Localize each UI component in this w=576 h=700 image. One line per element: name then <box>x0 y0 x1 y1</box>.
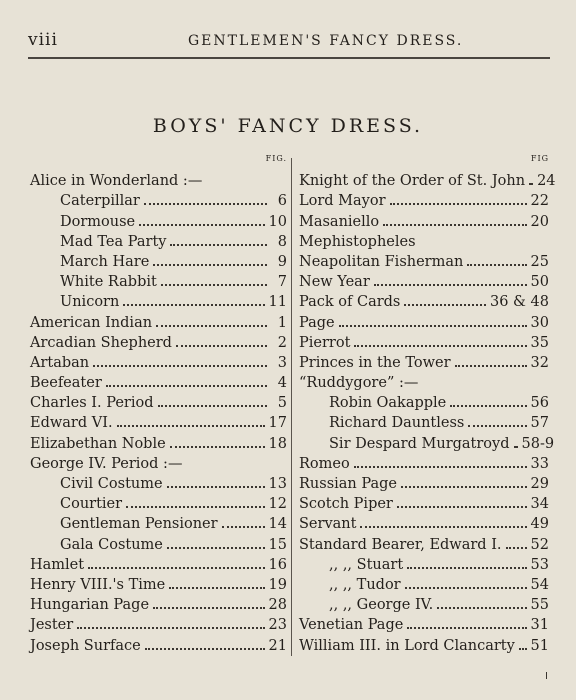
leader-dots <box>169 587 264 589</box>
page-number: viii <box>28 30 58 50</box>
entry-fig-number: 34 <box>530 496 549 513</box>
entry-label: Hungarian Page <box>30 597 150 614</box>
leader-dots <box>397 506 527 508</box>
leader-dots <box>339 325 527 327</box>
entry-fig-number: 20 <box>530 213 549 230</box>
entry-fig-number: 6 <box>277 193 287 210</box>
entry-label: Gala Costume <box>60 536 163 553</box>
leader-dots <box>468 425 526 427</box>
index-entry <box>299 311 549 331</box>
entry-label: Civil Costume <box>60 476 163 492</box>
entry-fig-number: 30 <box>530 314 549 331</box>
index-entry <box>299 594 549 614</box>
entry-label: Romeo <box>299 455 350 472</box>
index-entry <box>30 231 287 251</box>
page-mark <box>546 672 547 679</box>
index-entry <box>299 554 549 574</box>
leader-dots <box>139 224 264 226</box>
index-entry <box>299 210 549 230</box>
entry-fig-number: 10 <box>268 213 287 230</box>
fig-column-label: FIG <box>530 154 549 163</box>
index-entry <box>30 554 287 574</box>
entry-fig-number: 25 <box>530 253 549 270</box>
entry-label: March Hare <box>60 253 150 270</box>
index-entry <box>299 190 549 210</box>
entry-fig-number: 32 <box>530 354 549 371</box>
index-entry <box>30 453 287 473</box>
entry-fig-number: 31 <box>530 617 549 634</box>
entry-fig-number: 14 <box>268 516 287 533</box>
index-entry <box>299 332 549 352</box>
entry-fig-number: 50 <box>530 274 549 291</box>
index-entry <box>299 614 549 634</box>
entry-label: Russian Page <box>299 476 397 492</box>
index-entry <box>299 634 549 654</box>
entry-label: American Indian <box>30 314 153 331</box>
leader-dots <box>123 304 264 306</box>
entry-fig-number: 12 <box>268 496 287 513</box>
index-entry <box>299 271 549 291</box>
entry-fig-number: 19 <box>268 576 287 593</box>
entry-fig-number: 51 <box>530 637 549 654</box>
leader-dots <box>360 526 526 528</box>
index-entry <box>30 533 287 553</box>
entry-fig-number: 7 <box>277 274 287 291</box>
leader-dots <box>519 648 527 650</box>
index-entry <box>299 473 549 493</box>
index-entry <box>30 291 287 311</box>
entry-label: Masaniello <box>299 213 380 230</box>
index-entry <box>30 412 287 432</box>
index-entry <box>30 392 287 412</box>
section-title: BOYS' FANCY DRESS. <box>152 115 424 137</box>
leader-dots <box>126 506 264 508</box>
entry-fig-number: 3 <box>277 354 287 371</box>
index-entry <box>30 614 287 634</box>
index-entry <box>30 493 287 513</box>
entry-fig-number: 11 <box>268 294 287 311</box>
entry-fig-number: 2 <box>277 334 287 351</box>
leader-dots <box>401 486 527 488</box>
header-rule <box>28 57 550 59</box>
entry-label: Unicorn <box>60 294 120 311</box>
entry-label: Alice in Wonderland :— <box>30 173 203 190</box>
entry-fig-number: 49 <box>530 516 549 533</box>
entry-fig-number: 1 <box>277 314 287 331</box>
entry-label: Sir Despard Murgatroyd <box>329 435 510 452</box>
fig-column-label: FIG. <box>265 154 287 163</box>
leader-dots <box>405 587 527 589</box>
index-entry <box>299 533 549 553</box>
entry-label: William III. in Lord Clancarty <box>299 637 515 654</box>
entry-label: George IV. Period :— <box>30 455 183 472</box>
entry-fig-number: 55 <box>530 597 549 614</box>
entry-label: Servant <box>299 516 357 533</box>
index-column-right <box>299 152 556 655</box>
index-entry <box>30 271 287 291</box>
entry-fig-number: 8 <box>277 233 287 250</box>
index-entry <box>30 372 287 392</box>
index-entry <box>299 231 549 251</box>
leader-dots <box>145 648 265 650</box>
leader-dots <box>161 284 267 286</box>
entry-fig-number: 15 <box>268 536 287 553</box>
column-divider <box>291 158 292 656</box>
leader-dots <box>383 224 526 226</box>
leader-dots <box>455 365 527 367</box>
leader-dots <box>176 345 267 347</box>
leader-dots <box>167 486 265 488</box>
index-entry <box>30 251 287 271</box>
entry-label: Edward VI. <box>30 415 113 432</box>
entry-label: Scotch Piper <box>299 496 393 513</box>
leader-dots <box>506 547 527 549</box>
entry-fig-number: 5 <box>277 395 287 412</box>
entry-label: Gentleman Pensioner <box>60 516 218 533</box>
entry-fig-number: 54 <box>530 576 549 593</box>
leader-dots <box>106 385 267 387</box>
index-entry <box>299 251 549 271</box>
index-entry <box>30 473 287 493</box>
leader-dots <box>514 446 518 448</box>
entry-label: Princes in the Tower <box>299 354 451 371</box>
entry-fig-number: 56 <box>530 395 549 412</box>
index-entry <box>299 493 549 513</box>
entry-label: Artaban <box>30 354 90 371</box>
entry-fig-number: 22 <box>530 193 549 210</box>
index-entry <box>299 392 549 412</box>
index-entry <box>30 432 287 452</box>
entry-fig-number: 29 <box>530 476 549 492</box>
index-entry <box>30 594 287 614</box>
index-entry <box>299 412 549 432</box>
index-entry <box>30 513 287 533</box>
index-entry <box>30 634 287 654</box>
index-entry <box>299 574 549 594</box>
leader-dots <box>144 203 267 205</box>
leader-dots <box>167 547 265 549</box>
entry-label: Charles I. Period <box>30 395 154 412</box>
index-entry <box>30 210 287 230</box>
leader-dots <box>117 425 265 427</box>
entry-fig-number: 24 <box>537 173 556 190</box>
entry-label: Caterpillar <box>60 193 140 210</box>
index-entry <box>299 372 549 392</box>
index-entry <box>299 513 549 533</box>
entry-fig-number: 35 <box>530 334 549 351</box>
entry-fig-number: 52 <box>530 536 549 553</box>
leader-dots <box>374 284 527 286</box>
entry-fig-number: 21 <box>268 637 287 654</box>
entry-label: ,, ,, Stuart <box>329 556 404 573</box>
entry-label: Pierrot <box>299 334 351 351</box>
leader-dots <box>153 264 267 266</box>
entry-label: Joseph Surface <box>30 637 141 654</box>
leader-dots <box>170 446 265 448</box>
entry-fig-number: 57 <box>530 415 549 432</box>
leader-dots <box>77 627 264 629</box>
leader-dots <box>404 304 486 306</box>
leader-dots <box>407 567 526 569</box>
entry-label: Richard Dauntless <box>329 415 465 432</box>
entry-label: Jester <box>30 617 74 634</box>
leader-dots <box>88 567 264 569</box>
entry-fig-number: 13 <box>268 476 287 492</box>
leader-dots <box>354 466 527 468</box>
entry-label: Neapolitan Fisherman <box>299 253 464 270</box>
page-header <box>28 30 550 54</box>
index-entry <box>30 170 287 190</box>
leader-dots <box>158 405 268 407</box>
leader-dots <box>407 627 526 629</box>
index-entry <box>30 352 287 372</box>
leader-dots <box>529 183 533 185</box>
entry-label: Hamlet <box>30 556 85 573</box>
entry-fig-number: 58-9 <box>521 435 555 452</box>
running-title: GENTLEMEN'S FANCY DRESS. <box>188 33 464 49</box>
entry-label: Arcadian Shepherd <box>30 334 172 351</box>
entry-label: Beefeater <box>30 375 102 392</box>
entry-label: Standard Bearer, Edward I. <box>299 536 502 553</box>
leader-dots <box>156 325 267 327</box>
index-entry <box>30 574 287 594</box>
entry-label: Venetian Page <box>299 617 404 634</box>
entry-fig-number: 53 <box>530 556 549 573</box>
leader-dots <box>467 264 526 266</box>
entry-fig-number: 33 <box>530 455 549 472</box>
index-entry <box>299 352 549 372</box>
entry-label: Dormouse <box>60 213 136 230</box>
leader-dots <box>93 365 267 367</box>
index-entry <box>30 190 287 210</box>
leader-dots <box>450 405 526 407</box>
leader-dots <box>222 526 265 528</box>
entry-label: “Ruddygore” :— <box>299 375 419 392</box>
index-entry <box>299 432 555 452</box>
entry-label: Henry VIII.'s Time <box>30 576 166 593</box>
entry-label: ,, ,, George IV. <box>329 597 434 614</box>
entry-fig-number: 28 <box>268 597 287 614</box>
entry-label: Courtier <box>60 496 123 513</box>
index-entry <box>30 332 287 352</box>
leader-dots <box>354 345 526 347</box>
entry-label: Knight of the Order of St. John <box>299 173 526 190</box>
index-entry <box>30 311 287 331</box>
index-entry <box>299 291 549 311</box>
entry-fig-number: 17 <box>268 415 287 432</box>
entry-label: Page <box>299 314 335 331</box>
entry-label: Elizabethan Noble <box>30 435 166 452</box>
entry-fig-number: 18 <box>268 435 287 452</box>
entry-fig-number: 4 <box>277 375 287 392</box>
index-entry <box>299 453 549 473</box>
entry-label: Mad Tea Party <box>60 233 167 250</box>
entry-label: ,, ,, Tudor <box>329 576 401 593</box>
entry-fig-number: 16 <box>268 556 287 573</box>
entry-fig-number: 23 <box>268 617 287 634</box>
leader-dots <box>437 607 526 609</box>
leader-dots <box>153 607 265 609</box>
entry-label: Lord Mayor <box>299 193 386 210</box>
leader-dots <box>390 203 527 205</box>
entry-fig-number: 9 <box>277 253 287 270</box>
index-entry <box>299 170 556 190</box>
entry-label: Mephistopheles <box>299 233 416 250</box>
leader-dots <box>170 244 267 246</box>
entry-label: Pack of Cards <box>299 294 401 311</box>
entry-label: White Rabbit <box>60 274 157 291</box>
entry-label: New Year <box>299 274 370 291</box>
entry-label: Robin Oakapple <box>329 395 447 412</box>
index-column-left <box>30 152 287 655</box>
entry-fig-number: 36 & 48 <box>489 294 549 311</box>
